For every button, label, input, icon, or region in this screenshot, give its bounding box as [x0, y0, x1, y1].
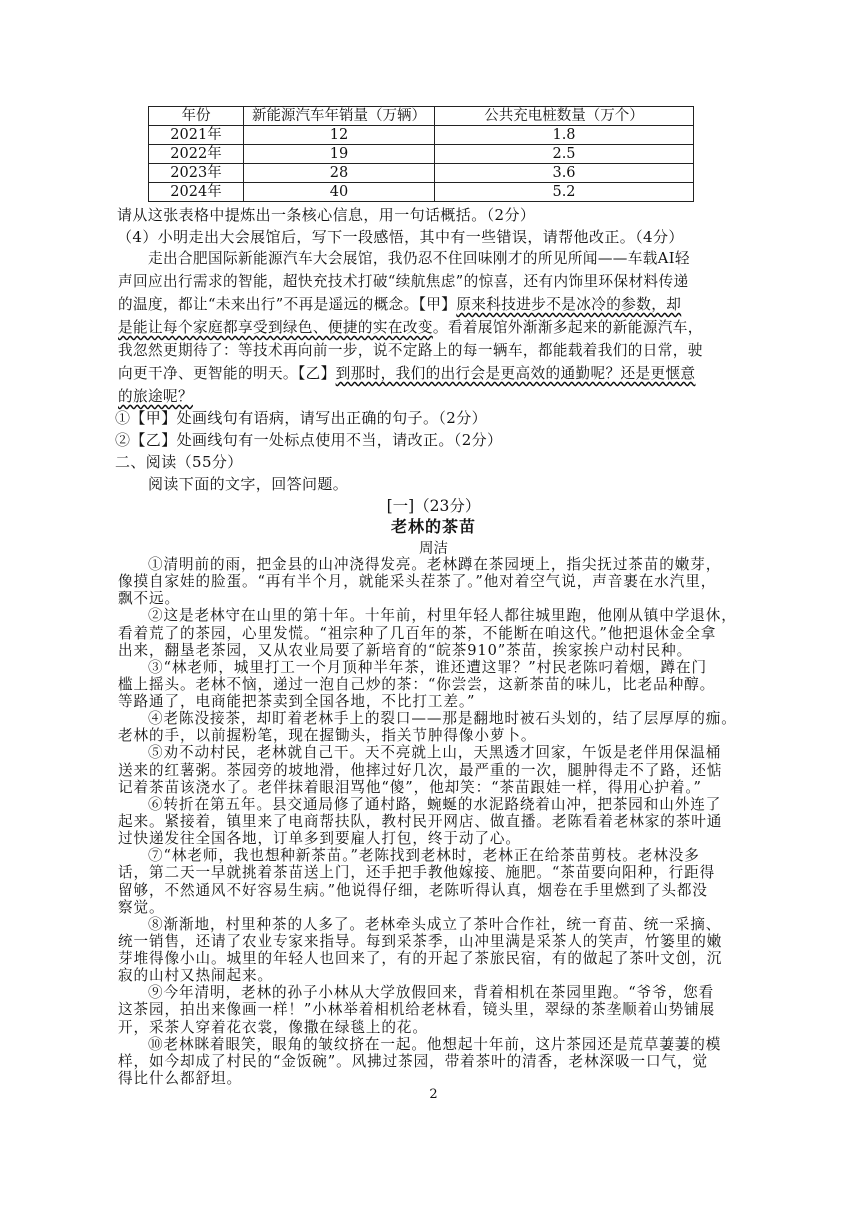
cell-year: 2022年	[149, 145, 244, 164]
paragraph-line: 留够，不然通风不好容易生病。”他说得仔细，老陈听得认真，烟卷在手里燃到了头都没	[118, 881, 708, 899]
cell-sales: 12	[244, 126, 435, 145]
paragraph-line: ⑨今年清明，老林的孙子小林从大学放假回来，背着相机在茶园里跑。“爷爷，您看	[148, 984, 715, 1002]
table-row	[149, 183, 694, 202]
paragraph-line: 芽堆得像小山。城里的年轻人也回来了，有的开起了茶旅民宿，有的做起了茶叶文创，沉	[118, 950, 723, 968]
paragraph-line: 出来，翻垦老茶园，又从农业局要了新培育的“皖茶910”茶苗，挨家挨户动村民种。	[118, 641, 693, 659]
passage-line	[118, 387, 778, 407]
passage-line	[118, 364, 778, 384]
paragraph-line: 察觉。	[118, 898, 165, 916]
cell-year: 2023年	[149, 164, 244, 183]
paragraph-line: 样，如今却成了村民的“金饭碗”。风拂过茶园，带着茶叶的清香，老林深吸一口气，觉	[118, 1052, 708, 1070]
cell-year: 2021年	[149, 126, 244, 145]
paragraph-line: ②这是老林守在山里的第十年。十年前，村里年轻人都往城里跑，他刚从镇中学退休，	[148, 607, 737, 625]
passage-line: 声回应出行需求的智能，超快充技术打破“续航焦虑”的惊喜，还有内饰里环保材料传递	[118, 273, 689, 290]
article-title: 老林的茶苗	[390, 517, 476, 536]
header-chargers: 公共充电桩数量（万个）	[435, 107, 694, 126]
passage-text: 的温度，都让“未来出行”不再是遥远的概念。【甲】	[118, 296, 457, 313]
paragraph-line: ⑩老林眯着眼笑，眼角的皱纹挤在一起。他想起十年前，这片茶园还是荒草萋萋的模	[148, 1035, 722, 1053]
passage-text: 。看着展馆外渐渐多起来的新能源汽车，	[432, 319, 703, 336]
passage-text: 向更干净、更智能的明天。【乙】	[118, 365, 336, 382]
paragraph-line: 开，采茶人穿着花衣裳，像撒在绿毯上的花。	[118, 1018, 428, 1036]
paragraph-line: 看着荒了的茶园，心里发慌。“祖宗种了几百年的茶，不能断在咱这代。”他把退休金全拿	[118, 624, 717, 642]
cell-chargers: 5.2	[435, 183, 694, 202]
cell-sales: 40	[244, 183, 435, 202]
table-header-row	[149, 107, 694, 126]
cell-chargers: 1.8	[435, 126, 694, 145]
paragraph-line: 得比什么都舒坦。	[118, 1070, 242, 1087]
part-label: [一]（23分）	[386, 497, 481, 515]
passage-line	[118, 295, 778, 315]
paragraph-line: 记着茶苗该浇水了。老伴抹着眼泪骂他“傻”，他却笑：“茶苗跟娃一样，得用心护着。”	[118, 778, 702, 796]
paragraph-line: ⑧渐渐地，村里种茶的人多了。老林牵头成立了茶叶合作社，统一育苗、统一采摘、	[148, 915, 722, 933]
cell-chargers: 2.5	[435, 145, 694, 164]
passage-line: 我忽然更期待了：等技术再向前一步，说不定路上的每一辆车，都能载着我们的日常，驶	[118, 342, 703, 359]
paragraph-line: ①清明前的雨，把金县的山冲浇得发亮。老林蹲在茶园埂上，指尖抚过茶苗的嫩芽，	[148, 556, 722, 573]
q3-prompt: 请从这张表格中提炼出一条核心信息，用一句话概括。（2分）	[117, 206, 536, 224]
article-author: 周洁	[419, 541, 448, 557]
paragraph-line: ③“林老师，城里打工一个月顶种半年茶，谁还遭这罪？”村民老陈叼着烟，蹲在门	[148, 658, 708, 676]
paragraph-line: ④老陈没接茶，却盯着老林手上的裂口——那是翻地时被石头划的，结了层厚厚的痂。	[148, 710, 737, 728]
header-sales: 新能源汽车年销量（万辆）	[244, 107, 435, 126]
sub-question-1: ①【甲】处画线句有语病，请写出正确的句子。（2分）	[115, 409, 488, 427]
underlined-sentence-jia: 是能让每个家庭都享受到绿色、便捷的实在改变	[118, 319, 433, 336]
paragraph-line: 寂的山村又热闹起来。	[118, 967, 273, 985]
page-number: 2	[429, 1087, 438, 1102]
paragraph-line: 等路通了，电商能把茶卖到全国各地，不比打工差。”	[118, 693, 476, 711]
table-row	[149, 145, 694, 164]
paragraph-line: 像摸自家娃的脸蛋。“再有半个月，就能采头茬茶了。”他对着空气说，声音裹在水汽里，	[118, 573, 717, 591]
paragraph-line: 统一销售，还请了农业专家来指导。每到采茶季，山冲里满是采茶人的笑声，竹篓里的嫩	[118, 932, 723, 950]
paragraph-line: ⑤劝不动村民，老林就自己干。天不亮就上山，天黑透才回家，午饭是老伴用保温桶	[148, 744, 722, 762]
paragraph-line: 飘不远。	[118, 590, 180, 608]
paragraph-line: 话，第二天一早就挑着茶苗送上门，还手把手教他嫁接、施肥。“茶苗要向阳种，行距得	[118, 864, 716, 882]
cell-sales: 28	[244, 164, 435, 183]
sub-question-2: ②【乙】处画线句有一处标点使用不当，请改正。（2分）	[115, 431, 503, 449]
underlined-sentence-yi: 的旅途呢？	[118, 388, 193, 405]
underlined-sentence-yi: 到那时，我们的出行会是更高效的通勤呢？还是更惬意	[335, 365, 696, 382]
cell-year: 2024年	[149, 183, 244, 202]
paragraph-line: 这茶园，拍出来像画一样！”小林举着相机给老林看，镜头里，翠绿的茶垄顺着山势铺展	[118, 1001, 716, 1019]
table-row	[149, 126, 694, 145]
underlined-sentence-jia: 原来科技进步不是冰冷的参数，却	[456, 296, 682, 313]
paragraph-line: ⑥转折在第五年。县交通局修了通村路，蜿蜒的水泥路绕着山冲，把茶园和山外连了	[148, 795, 722, 813]
cell-sales: 19	[244, 145, 435, 164]
sales-charging-table	[148, 106, 694, 202]
header-year: 年份	[149, 107, 244, 126]
passage-line	[118, 318, 778, 338]
q4-prompt: （4）小明走出大会展馆后，写下一段感悟，其中有一些错误，请帮他改正。（4分）	[117, 228, 684, 246]
table-row	[149, 164, 694, 183]
cell-chargers: 3.6	[435, 164, 694, 183]
paragraph-line: 槛上摇头。老林不恼，递过一泡自己炒的茶：“你尝尝，这新茶苗的味儿，比老品种醇。	[118, 675, 716, 693]
reading-instruction: 阅读下面的文字，回答问题。	[148, 475, 349, 493]
paragraph-line: 过快递发往全国各地，订单多到要雇人打包，终于动了心。	[118, 830, 521, 848]
paragraph-line: ⑦“林老师，我也想种新茶苗。”老陈找到老林时，老林正在给茶苗剪枝。老林没多	[148, 847, 700, 865]
paragraph-line: 起来。紧接着，镇里来了电商帮扶队，教村民开网店、做直播。老陈看着老林家的茶叶通	[118, 813, 723, 830]
paragraph-line: 送来的红薯粥。茶园旁的坡地滑，他摔过好几次，最严重的一次，腿肿得走不了路，还惦	[118, 761, 723, 779]
passage-line: 走出合肥国际新能源汽车大会展馆，我仍忍不住回味刚才的所见所闻——车载AI轻	[148, 250, 690, 267]
paragraph-line: 老林的手，以前握粉笔，现在握锄头，指关节肿得像小萝卜。	[118, 727, 537, 745]
section-2-heading: 二、阅读（55分）	[115, 453, 243, 471]
